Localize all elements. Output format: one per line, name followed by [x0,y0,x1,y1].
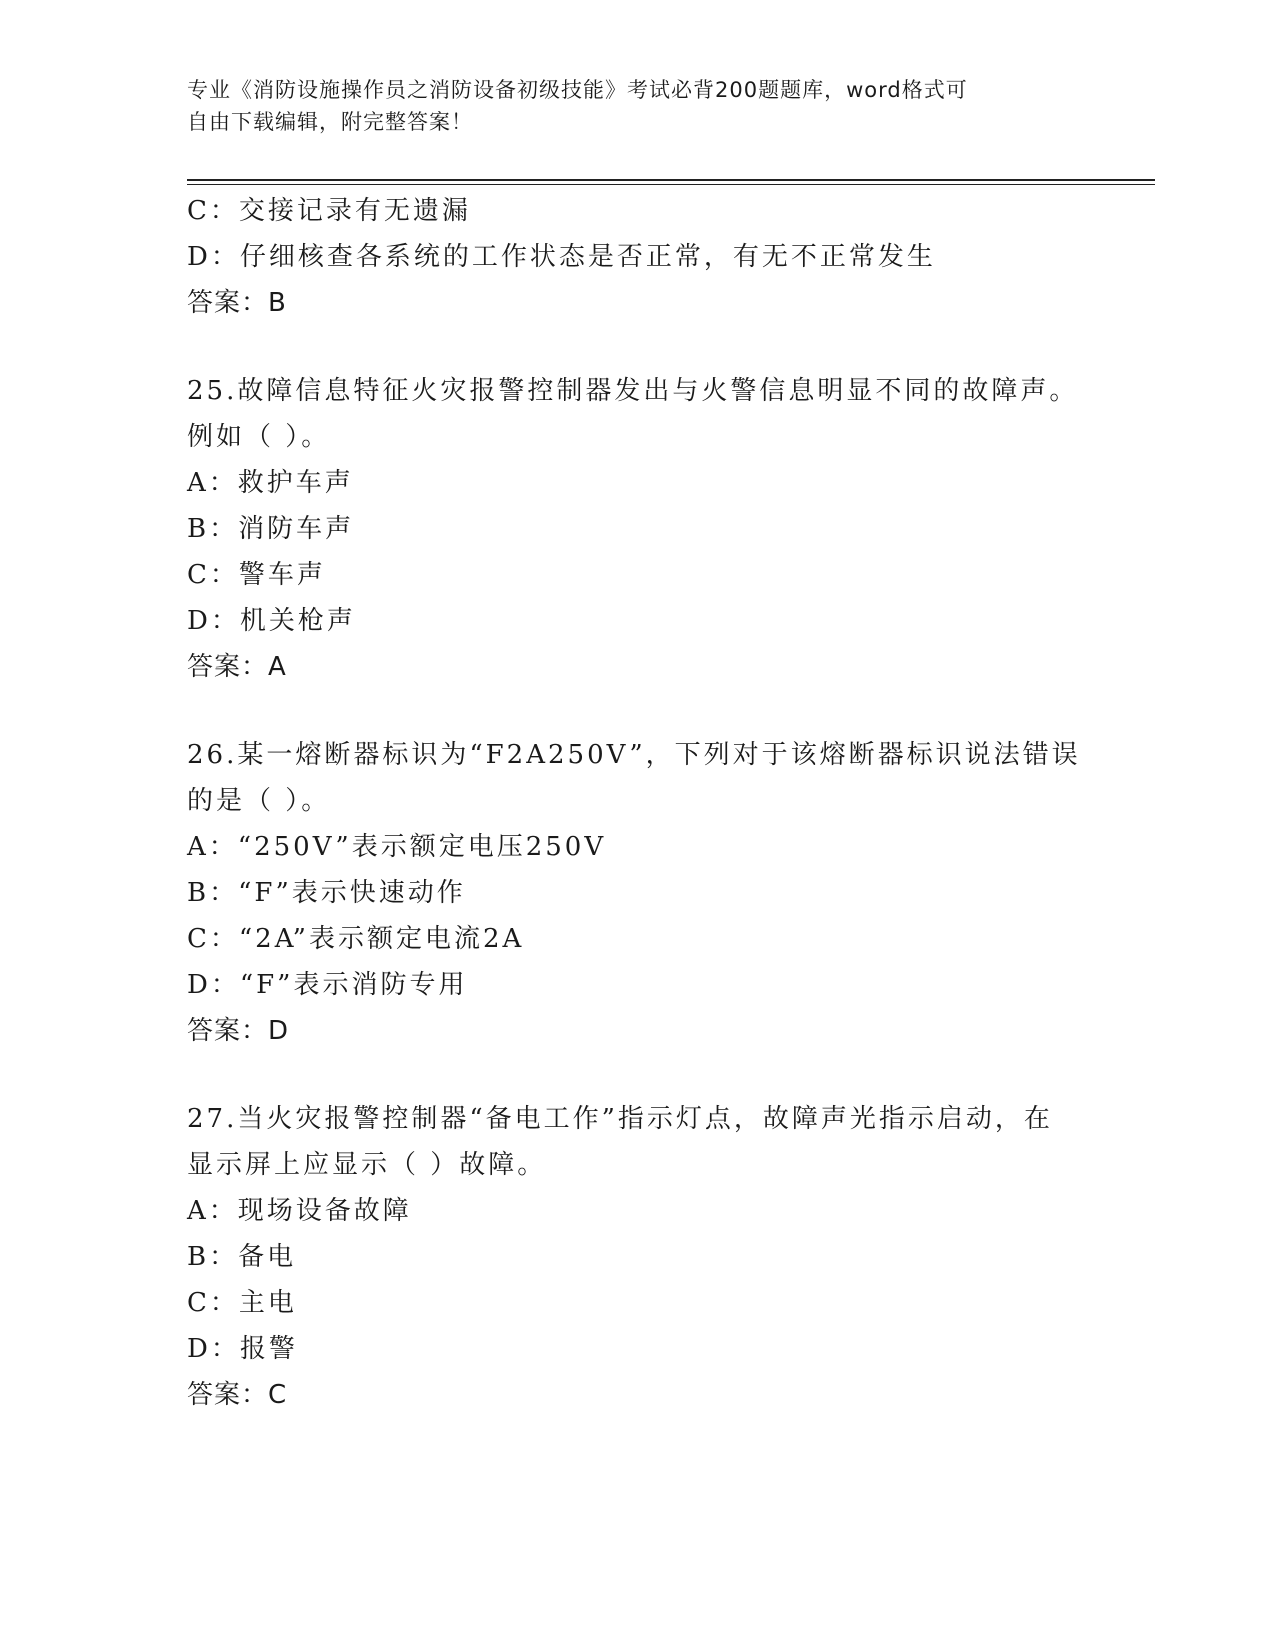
option-d: D：“F”表示消防专用 [187,970,468,1000]
option-a: A：救护车声 [187,468,354,498]
question-stem-line-1: 27.当火灾报警控制器“备电工作”指示灯点，故障声光指示启动，在 [187,1104,1053,1134]
question-25 [187,368,1087,690]
option-c: C：“2A”表示额定电流2A [187,924,525,954]
question-content [187,188,1087,1418]
answer-line: 答案：B [187,288,287,318]
option-b: B：消防车声 [187,514,355,544]
header-divider-thick [187,179,1155,181]
question-26 [187,732,1087,1054]
option-c: C：主电 [187,1288,297,1318]
document-header [187,74,1067,138]
option-d: D：仔细核查各系统的工作状态是否正常，有无不正常发生 [187,242,936,272]
answer-line: 答案：A [187,652,287,682]
question-stem-line-1: 25.故障信息特征火灾报警控制器发出与火警信息明显不同的故障声。 [187,376,1079,406]
question-27 [187,1096,1087,1418]
option-d: D：机关枪声 [187,606,356,636]
option-d: D：报警 [187,1334,298,1364]
header-line-2: 自由下载编辑，附完整答案！ [187,110,473,134]
question-stem-line-2: 的是（ ）。 [187,786,331,816]
answer-line: 答案：D [187,1016,290,1046]
previous-question-tail [187,188,1087,326]
option-b: B：备电 [187,1242,297,1272]
option-c: C：警车声 [187,560,326,590]
header-divider-thin [187,184,1155,185]
answer-line: 答案：C [187,1380,288,1410]
question-stem-line-2: 显示屏上应显示（ ）故障。 [187,1150,547,1180]
question-stem-line-1: 26.某一熔断器标识为“F2A250V”，下列对于该熔断器标识说法错误 [187,740,1081,770]
header-line-1: 专业《消防设施操作员之消防设备初级技能》考试必背200题题库，word格式可 [187,78,968,102]
option-b: B：“F”表示快速动作 [187,878,466,908]
option-a: A：现场设备故障 [187,1196,412,1226]
question-stem-line-2: 例如（ ）。 [187,422,331,452]
option-c: C：交接记录有无遗漏 [187,196,471,226]
option-a: A：“250V”表示额定电压250V [187,832,607,862]
